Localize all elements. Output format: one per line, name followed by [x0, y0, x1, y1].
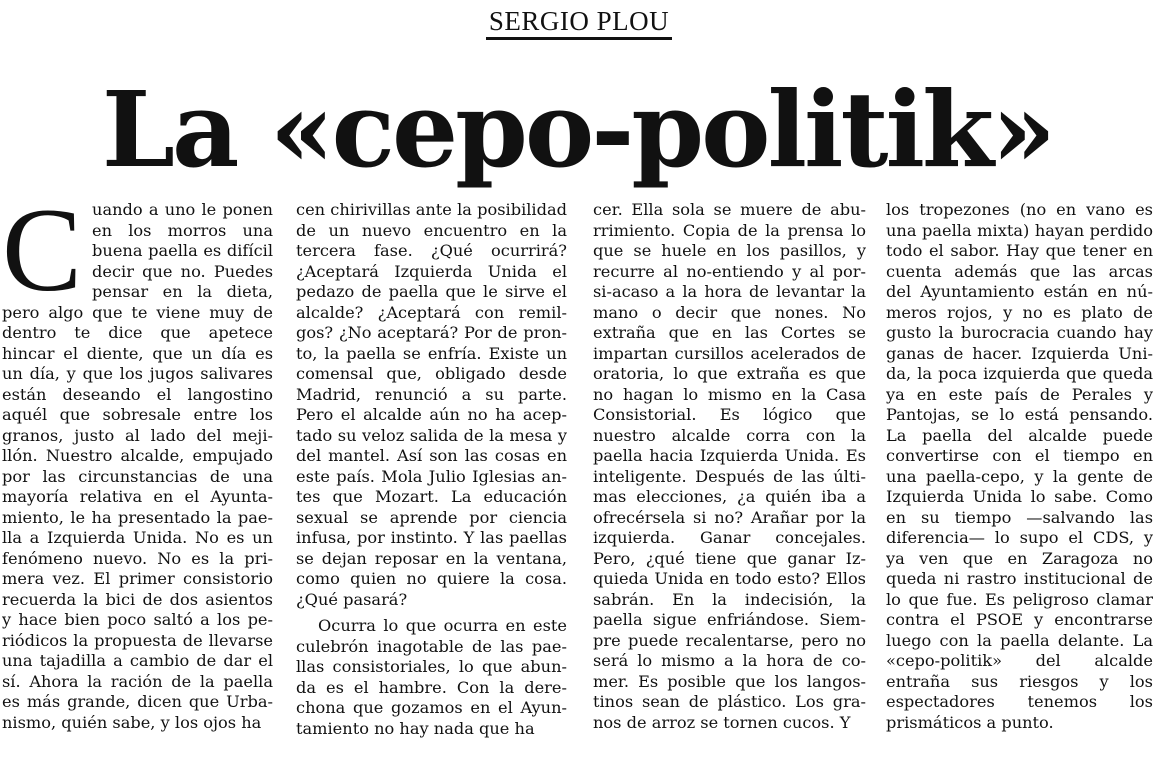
- article-column-1: [2, 200, 273, 752]
- article-column-2: [296, 200, 567, 752]
- paragraph: cen chirivillas ante la posibilidad de un nuevo encuentro en la tercera fase. ¿Qué ocurrirá? ¿Aceptará Izquierda Unida el pedazo de paella que le sirve el alcalde? ¿Aceptará con remilgos? ¿No aceptará? Por de pronto, la paella se enfría. Existe un comensal que, obligado desde Madrid, renunció a su parte. Pero el alcalde aún no ha aceptado su veloz salida de la mesa y del mantel. Así son las cosas en este país. Mola Julio Iglesias antes que Mozart. La educación sexual se aprende por ciencia infusa, por instinto. Y las paellas se dejan reposar en la ventana, como quien no quiere la cosa. ¿Qué pasará?: [296, 200, 567, 609]
- drop-cap: C: [2, 200, 83, 316]
- paragraph: los tropezones (no en vano es una paella mixta) hayan perdido todo el sabor. Hay que tener en cuenta además que las arcas del Ayuntamiento están en números rojos, y no es plato de gusto la burocracia cuando hay ganas de hacer. Izquierda Unida, la poca izquierda que queda ya en este país de Perales y Pantojas, se lo está pensando. La paella del alcalde puede convertirse con el tiempo en una paella-cepo, y la gente de Izquierda Unida lo sabe. Como en su tiempo —salvando las diferencia— lo supo el CDS, y ya ven que en Zaragoza no queda ni rastro institucional de lo que fue. Es peligroso clamar contra el PSOE y encontrarse luego con la paella delante. La «cepo-politik» del alcalde entraña sus riesgos y los espectadores tenemos los prismáticos a punto.: [886, 200, 1153, 732]
- paragraph: uando a uno le ponen en los morros una buena paella es difícil decir que no. Puedes pensar en la dieta, pero algo que te viene muy de dentro te dice que apetece hincar el diente, que un día es un día, y que los jugos salivares están deseando el langostino aquél que sobresale entre los granos, justo al lado del mejillón. Nuestro alcalde, empujado por las circunstancias de una mayoría relativa en el Ayuntamiento, le ha presentado la paella a Izquierda Unida. No es un fenómeno nuevo. No es la primera vez. El primer consistorio recuerda la bici de dos asientos y hace bien poco saltó a los periódicos la propuesta de llevarse una tajadilla a cambio de dar el sí. Ahora la ración de la paella es más grande, dicen que Urbanismo, quién sabe, y los ojos ha: [2, 200, 273, 732]
- article-column-3: [593, 200, 866, 752]
- headline: La «cepo-politik»: [101, 68, 1054, 191]
- paragraph: Ocurra lo que ocurra en este culebrón inagotable de las paellas consistoriales, lo que abunda es el hambre. Con la derechona que gozamos en el Ayuntamiento no hay nada que ha: [296, 616, 567, 738]
- article-column-4: [886, 200, 1153, 752]
- paragraph: cer. Ella sola se muere de aburrimiento. Copia de la prensa lo que se huele en los pasillos, y recurre al no-entiendo y al por-si-acaso a la hora de levantar la mano o decir que nones. No extraña que en las Cortes se impartan cursillos acelerados de oratoria, lo que extraña es que no hagan lo mismo en la Casa Consistorial. Es lógico que nuestro alcalde corra con la paella hacia Izquierda Unida. Es inteligente. Después de las últimas elecciones, ¿a quién iba a ofrecérsela si no? Arañar por la izquierda. Ganar concejales. Pero, ¿qué tiene que ganar Izquieda Unida en todo esto? Ellos sabrán. En la indecisión, la paella sigue enfriándose. Siempre puede recalentarse, pero no será lo mismo a la hora de comer. Es posible que los langostinos sean de plástico. Los granos de arroz se tornen cucos. Y: [593, 200, 866, 732]
- byline: SERGIO PLOU: [486, 6, 672, 40]
